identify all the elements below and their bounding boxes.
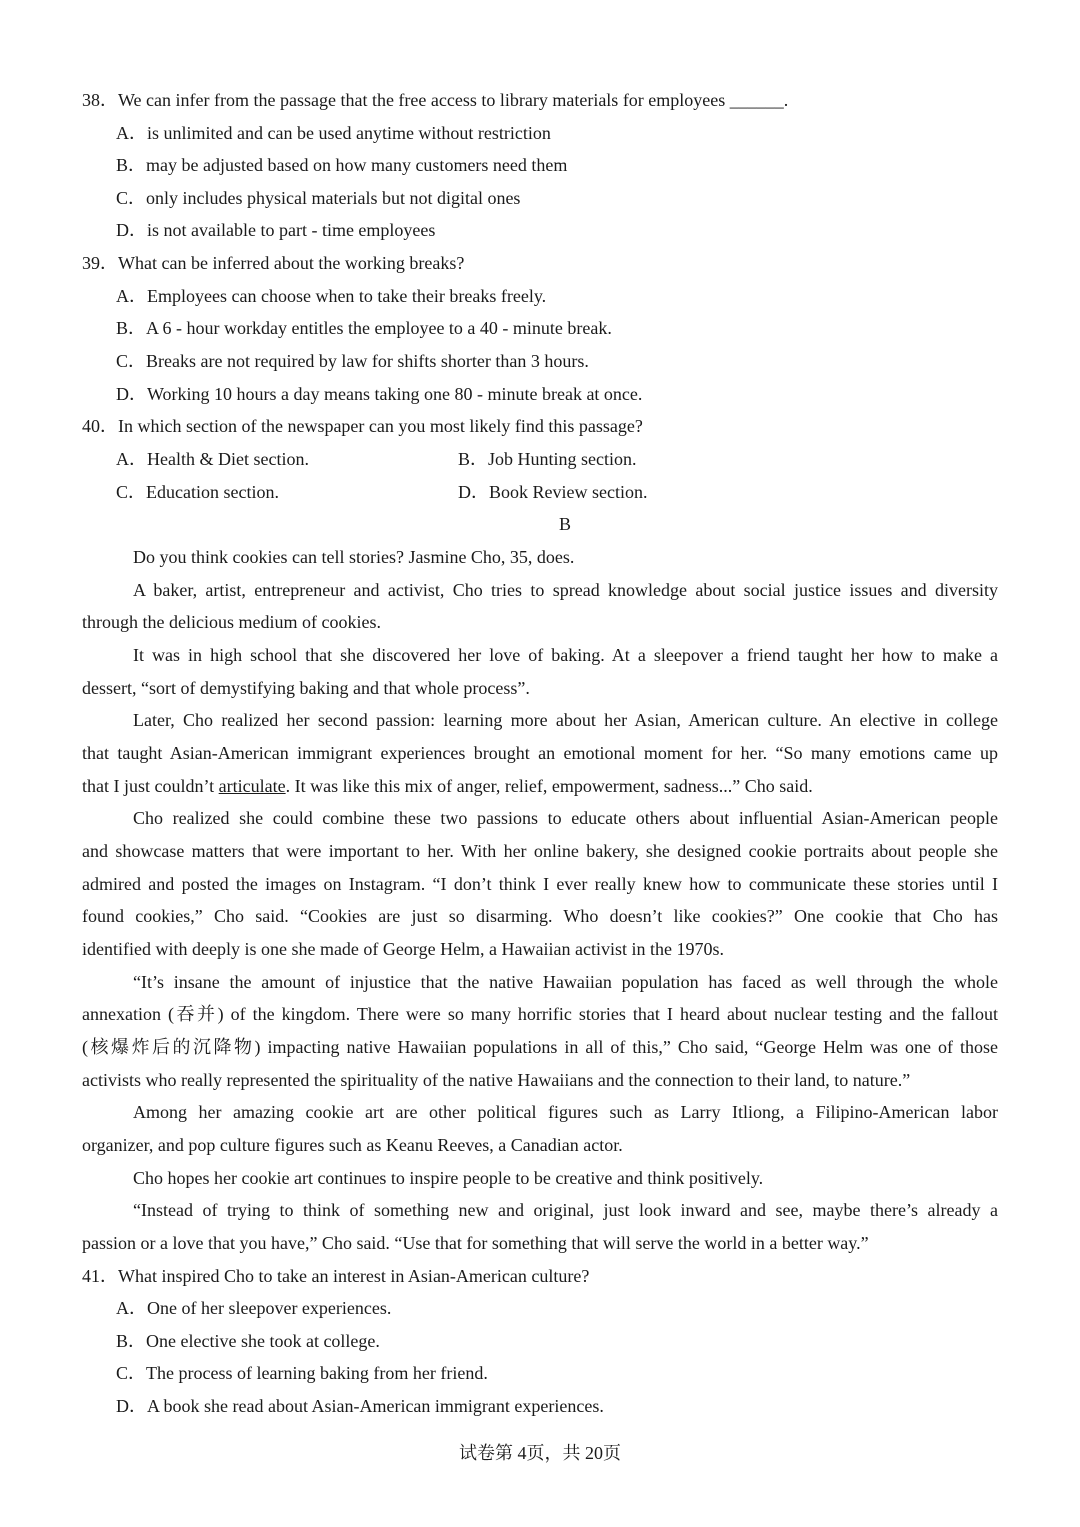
question-38-stem: 38．We can infer from the passage that the free access to library materials for employees ______. xyxy=(82,90,789,110)
passage-paragraph-4-line-2: that taught Asian-American immigrant experiences brought an emotional moment for her. “So many emotions came up xyxy=(82,743,998,763)
passage-paragraph-5-line-5: identified with deeply is one she made of George Helm, a Hawaiian activist in the 1970s. xyxy=(82,939,724,959)
passage-paragraph-6-line-1: “It’s insane the amount of injustice that the native Hawaiian population has faced as well through the whole xyxy=(133,972,998,992)
question-41-option-a: A．One of her sleepover experiences. xyxy=(116,1298,392,1318)
passage-paragraph-7-line-2: organizer, and pop culture figures such as Keanu Reeves, a Canadian actor. xyxy=(82,1135,623,1155)
question-40-stem: 40．In which section of the newspaper can you most likely find this passage? xyxy=(82,416,643,436)
section-b-heading: B xyxy=(558,514,571,534)
question-38-option-a: A．is unlimited and can be used anytime without restriction xyxy=(116,123,551,143)
question-40-option-c: C．Education section. xyxy=(116,482,279,502)
question-39-option-c: C．Breaks are not required by law for shifts shorter than 3 hours. xyxy=(116,351,589,371)
passage-text: that I just couldn’t xyxy=(82,776,219,796)
question-38-option-b: B．may be adjusted based on how many customers need them xyxy=(116,155,568,175)
passage-paragraph-8: Cho hopes her cookie art continues to inspire people to be creative and think positively. xyxy=(133,1168,764,1188)
passage-paragraph-2-line-1: A baker, artist, entrepreneur and activist, Cho tries to spread knowledge about social justice issues and diversity xyxy=(133,580,998,600)
passage-paragraph-6-line-3: (核爆炸后的沉降物) impacting native Hawaiian populations in all of this,” Cho said, “George Helm was one of those xyxy=(82,1037,998,1057)
question-41-option-d: D．A book she read about Asian-American immigrant experiences. xyxy=(116,1396,604,1416)
question-40-option-b: B．Job Hunting section. xyxy=(458,449,637,469)
question-40-option-d: D．Book Review section. xyxy=(458,482,648,502)
passage-paragraph-3-line-1: It was in high school that she discovered her love of baking. At a sleepover a friend taught her how to make a xyxy=(133,645,998,665)
question-41-option-b: B．One elective she took at college. xyxy=(116,1331,380,1351)
passage-paragraph-2-line-2: through the delicious medium of cookies. xyxy=(82,612,381,632)
question-39-option-a: A．Employees can choose when to take their breaks freely. xyxy=(116,286,547,306)
passage-paragraph-6-line-2: annexation (吞并) of the kingdom. There were so many horrific stories that I heard about nuclear testing and the fallout xyxy=(82,1004,998,1024)
question-41-stem: 41．What inspired Cho to take an interest in Asian-American culture? xyxy=(82,1266,590,1286)
question-38-option-c: C．only includes physical materials but not digital ones xyxy=(116,188,521,208)
passage-paragraph-5-line-3: admired and posted the images on Instagram. “I don’t think I ever really knew how to communicate these stories until I xyxy=(82,874,998,894)
question-39-option-d: D．Working 10 hours a day means taking one 80 - minute break at once. xyxy=(116,384,643,404)
passage-paragraph-7-line-1: Among her amazing cookie art are other political figures such as Larry Itliong, a Filipino-American labor xyxy=(133,1102,998,1122)
passage-paragraph-4-line-1: Later, Cho realized her second passion: learning more about her Asian, American culture. An elective in college xyxy=(133,710,998,730)
passage-paragraph-5-line-2: and showcase matters that were important to her. With her online bakery, she designed cookie portraits about people she xyxy=(82,841,998,861)
question-38-option-d: D．is not available to part - time employees xyxy=(116,220,436,240)
passage-paragraph-4-line-3 xyxy=(82,774,998,798)
question-41-option-c: C．The process of learning baking from her friend. xyxy=(116,1363,488,1383)
underlined-word-articulate: articulate xyxy=(218,776,286,796)
passage-text: . It was like this mix of anger, relief, empowerment, sadness...” Cho said. xyxy=(285,776,813,796)
passage-paragraph-5-line-1: Cho realized she could combine these two passions to educate others about influential Asian-American people xyxy=(133,808,998,828)
passage-paragraph-9-line-2: passion or a love that you have,” Cho said. “Use that for something that will serve the world in a better way.” xyxy=(82,1233,869,1253)
question-39-stem: 39．What can be inferred about the working breaks? xyxy=(82,253,465,273)
question-40-option-a: A．Health & Diet section. xyxy=(116,449,309,469)
passage-paragraph-9-line-1: “Instead of trying to think of something new and original, just look inward and see, maybe there’s already a xyxy=(133,1200,998,1220)
page-footer: 试卷第 4页，共 20页 xyxy=(459,1443,621,1463)
passage-paragraph-6-line-4: activists who really represented the spirituality of the native Hawaiians and the connection to their land, to nature.” xyxy=(82,1070,911,1090)
question-39-option-b: B．A 6 - hour workday entitles the employee to a 40 - minute break. xyxy=(116,318,612,338)
passage-paragraph-5-line-4: found cookies,” Cho said. “Cookies are just so disarming. Who doesn’t like cookies?” One cookie that Cho has xyxy=(82,906,998,926)
passage-paragraph-3-line-2: dessert, “sort of demystifying baking and that whole process”. xyxy=(82,678,530,698)
passage-paragraph-1: Do you think cookies can tell stories? Jasmine Cho, 35, does. xyxy=(133,547,575,567)
